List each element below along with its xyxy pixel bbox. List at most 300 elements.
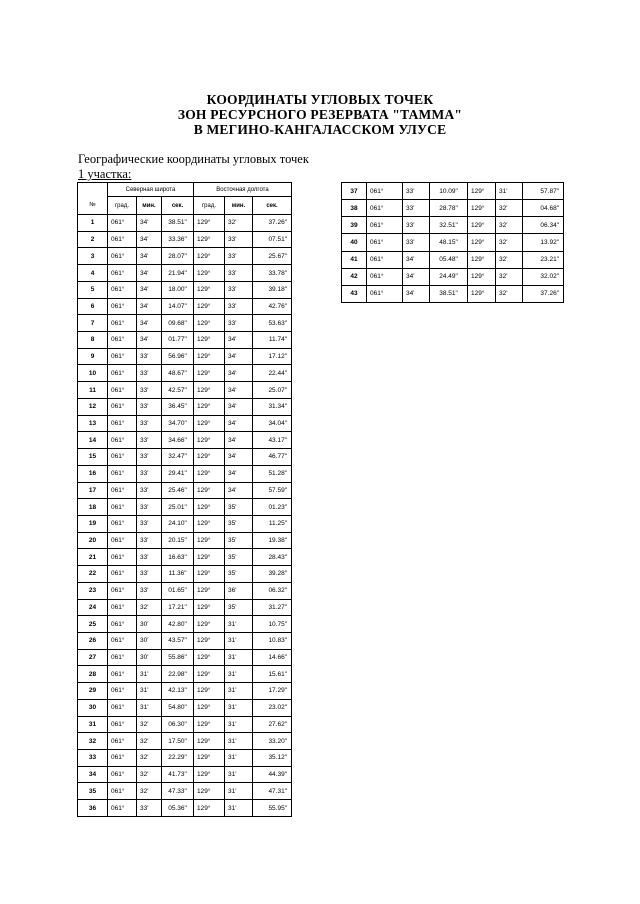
lon-seconds-cell: 04.68" [523,200,564,217]
point-number-cell: 14 [78,432,108,449]
lat-minutes-cell: 30' [137,616,162,633]
table-row [78,766,292,783]
lat-minutes-cell: 33' [403,183,430,200]
lat-seconds-cell: 22.29" [162,750,194,767]
lat-minutes-cell: 33' [403,217,430,234]
table-row [78,549,292,566]
lat-degrees-cell: 061° [108,298,137,315]
lon-seconds-cell: 06.34" [523,217,564,234]
lat-degrees-cell: 061° [108,332,137,349]
lat-seconds-cell: 28.78" [430,200,468,217]
lon-minutes-cell: 31' [225,716,253,733]
lon-degrees-cell: 129° [194,515,225,532]
lat-seconds-cell: 17.21" [162,599,194,616]
lat-min-header: мин. [137,197,162,215]
lat-seconds-cell: 05.36" [162,800,194,817]
lat-seconds-cell: 17.50" [162,733,194,750]
lat-degrees-cell: 061° [108,465,137,482]
point-number-cell: 30 [78,699,108,716]
lat-seconds-cell: 48.15" [430,234,468,251]
table-row [78,800,292,817]
lon-deg-header: град. [194,197,225,215]
lat-seconds-cell: 21.94" [162,265,194,282]
lon-minutes-cell: 31' [225,733,253,750]
lon-seconds-cell: 42.76" [253,298,292,315]
lon-degrees-cell: 129° [468,251,496,268]
lon-minutes-cell: 31' [496,183,523,200]
lon-minutes-cell: 33' [225,281,253,298]
lat-minutes-cell: 33' [403,200,430,217]
number-header: № [78,197,108,215]
lon-minutes-cell: 32' [496,285,523,302]
lat-minutes-cell: 33' [137,582,162,599]
lat-degrees-cell: 061° [108,482,137,499]
lat-seconds-cell: 22.98" [162,666,194,683]
lon-degrees-cell: 129° [194,699,225,716]
lon-minutes-cell: 33' [225,248,253,265]
lon-degrees-cell: 129° [194,449,225,466]
lat-seconds-cell: 28.07" [162,248,194,265]
table-row [342,183,564,200]
lon-seconds-cell: 46.77" [253,449,292,466]
lon-minutes-cell: 35' [225,599,253,616]
lat-seconds-cell: 55.86" [162,649,194,666]
lat-degrees-cell: 061° [108,599,137,616]
table-row [78,265,292,282]
lat-seconds-cell: 24.10" [162,515,194,532]
lon-seconds-cell: 32.02" [523,268,564,285]
lon-degrees-cell: 129° [194,783,225,800]
lon-minutes-cell: 33' [225,231,253,248]
lat-minutes-cell: 33' [137,398,162,415]
section-label: 1 участка: [78,167,132,181]
longitude-group-header: Восточная долгота [194,183,292,197]
lat-degrees-cell: 061° [108,532,137,549]
lon-minutes-cell: 35' [225,515,253,532]
lon-degrees-cell: 129° [194,231,225,248]
lat-seconds-cell: 25.01" [162,499,194,516]
point-number-cell: 13 [78,415,108,432]
latitude-group-header: Северная широта [108,183,194,197]
lat-minutes-cell: 33' [137,499,162,516]
lat-minutes-cell: 30' [137,632,162,649]
lon-seconds-cell: 17.12" [253,348,292,365]
point-number-cell: 3 [78,248,108,265]
lat-minutes-cell: 34' [137,315,162,332]
point-number-cell: 18 [78,499,108,516]
lat-minutes-cell: 34' [403,268,430,285]
lon-degrees-cell: 129° [194,482,225,499]
coordinates-table-right [341,182,564,303]
lon-minutes-cell: 32' [496,200,523,217]
lat-degrees-cell: 061° [367,200,403,217]
lon-degrees-cell: 129° [194,432,225,449]
lon-seconds-cell: 06.32" [253,582,292,599]
table-row [342,217,564,234]
lon-degrees-cell: 129° [194,549,225,566]
point-number-cell: 39 [342,217,367,234]
point-number-cell: 16 [78,465,108,482]
lon-seconds-cell: 39.18" [253,281,292,298]
lat-seconds-cell: 41.73" [162,766,194,783]
lat-minutes-cell: 34' [137,265,162,282]
lat-degrees-cell: 061° [367,285,403,302]
lon-minutes-cell: 31' [225,766,253,783]
table-row [342,285,564,302]
point-number-cell: 17 [78,482,108,499]
lat-seconds-cell: 11.36" [162,566,194,583]
lat-degrees-cell: 061° [108,398,137,415]
lon-minutes-cell: 31' [225,750,253,767]
lon-degrees-cell: 129° [194,532,225,549]
lon-minutes-cell: 31' [225,649,253,666]
lon-minutes-cell: 32' [496,234,523,251]
lat-minutes-cell: 34' [137,332,162,349]
lon-degrees-cell: 129° [468,200,496,217]
table-row [78,348,292,365]
point-number-cell: 43 [342,285,367,302]
lon-degrees-cell: 129° [194,465,225,482]
lon-seconds-cell: 01.23" [253,499,292,516]
document-subtitle: Географические координаты угловых точек [78,152,309,166]
table-row [78,332,292,349]
table-row [78,683,292,700]
lon-degrees-cell: 129° [194,599,225,616]
lat-seconds-cell: 56.96" [162,348,194,365]
point-number-cell: 37 [342,183,367,200]
lat-degrees-cell: 061° [108,733,137,750]
lon-seconds-cell: 15.61" [253,666,292,683]
lon-minutes-cell: 34' [225,382,253,399]
coordinates-table-left [77,182,292,817]
lat-degrees-cell: 061° [108,281,137,298]
lon-seconds-cell: 44.39" [253,766,292,783]
point-number-cell: 25 [78,616,108,633]
point-number-cell: 34 [78,766,108,783]
lon-seconds-cell: 57.87" [523,183,564,200]
table-row [78,733,292,750]
point-number-cell: 24 [78,599,108,616]
point-number-cell: 27 [78,649,108,666]
lon-degrees-cell: 129° [194,582,225,599]
lat-seconds-cell: 36.45" [162,398,194,415]
lon-degrees-cell: 129° [468,234,496,251]
lon-sec-header: сек. [253,197,292,215]
lon-degrees-cell: 129° [194,415,225,432]
table-row [78,566,292,583]
lon-seconds-cell: 28.43" [253,549,292,566]
point-number-cell: 19 [78,515,108,532]
lat-minutes-cell: 32' [137,716,162,733]
lat-minutes-cell: 33' [137,515,162,532]
lon-degrees-cell: 129° [194,298,225,315]
lat-degrees-cell: 061° [367,234,403,251]
lon-degrees-cell: 129° [194,616,225,633]
lat-degrees-cell: 061° [108,783,137,800]
table-row [78,248,292,265]
lon-degrees-cell: 129° [194,800,225,817]
table-row [78,231,292,248]
lon-minutes-cell: 32' [496,251,523,268]
table-row [342,268,564,285]
table-row [78,315,292,332]
lat-seconds-cell: 32.47" [162,449,194,466]
document-title-line-3: В МЕГИНО-КАНГАЛАССКОМ УЛУСЕ [193,122,447,137]
lon-seconds-cell: 39.28" [253,566,292,583]
lat-degrees-cell: 061° [108,699,137,716]
table-row [78,582,292,599]
lon-seconds-cell: 25.07" [253,382,292,399]
lon-seconds-cell: 57.59" [253,482,292,499]
table-row [78,398,292,415]
table-row [78,716,292,733]
lon-seconds-cell: 35.12" [253,750,292,767]
point-number-cell: 23 [78,582,108,599]
table-row [78,666,292,683]
lon-seconds-cell: 43.17" [253,432,292,449]
lat-minutes-cell: 33' [137,532,162,549]
lon-seconds-cell: 53.63" [253,315,292,332]
point-number-cell: 4 [78,265,108,282]
table-row [78,432,292,449]
lon-minutes-cell: 35' [225,566,253,583]
lat-minutes-cell: 33' [137,449,162,466]
lat-seconds-cell: 34.66" [162,432,194,449]
lat-seconds-cell: 05.48" [430,251,468,268]
lat-minutes-cell: 32' [137,733,162,750]
lat-seconds-cell: 09.68" [162,315,194,332]
lon-degrees-cell: 129° [194,666,225,683]
lon-minutes-cell: 32' [496,217,523,234]
lon-minutes-cell: 33' [225,265,253,282]
lat-minutes-cell: 34' [137,281,162,298]
lon-seconds-cell: 11.25" [253,515,292,532]
lat-seconds-cell: 24.49" [430,268,468,285]
lat-minutes-cell: 34' [403,285,430,302]
lon-minutes-cell: 35' [225,499,253,516]
lat-minutes-cell: 33' [137,432,162,449]
lon-minutes-cell: 34' [225,332,253,349]
lat-minutes-cell: 32' [137,599,162,616]
lon-degrees-cell: 129° [194,348,225,365]
lon-degrees-cell: 129° [468,285,496,302]
lat-degrees-cell: 061° [108,315,137,332]
point-number-cell: 26 [78,632,108,649]
lat-seconds-cell: 01.77" [162,332,194,349]
lat-seconds-cell: 42.13" [162,683,194,700]
lon-seconds-cell: 11.74" [253,332,292,349]
point-number-cell: 29 [78,683,108,700]
point-number-cell: 15 [78,449,108,466]
lat-degrees-cell: 061° [108,515,137,532]
lat-seconds-cell: 34.70" [162,415,194,432]
point-number-cell: 6 [78,298,108,315]
lon-degrees-cell: 129° [194,733,225,750]
table-row [78,599,292,616]
lon-minutes-cell: 34' [225,482,253,499]
point-number-cell: 2 [78,231,108,248]
lon-degrees-cell: 129° [194,766,225,783]
point-number-cell: 36 [78,800,108,817]
table-row [78,298,292,315]
lat-minutes-cell: 33' [137,365,162,382]
lat-degrees-cell: 061° [108,382,137,399]
table-row [342,200,564,217]
lat-degrees-cell: 061° [108,499,137,516]
lat-degrees-cell: 061° [108,616,137,633]
lon-seconds-cell: 10.75" [253,616,292,633]
lon-minutes-cell: 34' [225,398,253,415]
point-number-cell: 33 [78,750,108,767]
lon-seconds-cell: 31.34" [253,398,292,415]
lat-minutes-cell: 31' [137,699,162,716]
table-row [78,415,292,432]
table-row [78,499,292,516]
lon-seconds-cell: 33.20" [253,733,292,750]
lon-minutes-cell: 34' [225,365,253,382]
lon-degrees-cell: 129° [194,683,225,700]
point-number-cell: 8 [78,332,108,349]
lon-seconds-cell: 07.51" [253,231,292,248]
lat-degrees-cell: 061° [108,666,137,683]
lat-minutes-cell: 32' [137,783,162,800]
lon-seconds-cell: 13.92" [523,234,564,251]
lat-seconds-cell: 29.41" [162,465,194,482]
lat-minutes-cell: 33' [403,234,430,251]
lon-minutes-cell: 35' [225,549,253,566]
lon-degrees-cell: 129° [468,268,496,285]
lat-seconds-cell: 32.51" [430,217,468,234]
lon-min-header: мин. [225,197,253,215]
lon-degrees-cell: 129° [194,750,225,767]
lon-degrees-cell: 129° [194,649,225,666]
lon-seconds-cell: 22.44" [253,365,292,382]
lat-degrees-cell: 061° [108,449,137,466]
lat-degrees-cell: 061° [108,365,137,382]
point-number-cell: 28 [78,666,108,683]
lon-degrees-cell: 129° [194,632,225,649]
lon-minutes-cell: 33' [225,298,253,315]
point-number-cell: 41 [342,251,367,268]
lat-degrees-cell: 061° [367,268,403,285]
lon-seconds-cell: 33.78" [253,265,292,282]
number-header-top [78,183,108,197]
document-title-line-2: ЗОН РЕСУРСНОГО РЕЗЕРВАТА "ТАММА" [177,107,463,122]
lon-seconds-cell: 17.29" [253,683,292,700]
lat-seconds-cell: 43.57" [162,632,194,649]
lat-degrees-cell: 061° [108,649,137,666]
lat-seconds-cell: 42.57" [162,382,194,399]
lat-degrees-cell: 061° [108,632,137,649]
point-number-cell: 20 [78,532,108,549]
lat-sec-header: сек. [162,197,194,215]
lat-seconds-cell: 16.63" [162,549,194,566]
lat-minutes-cell: 33' [137,415,162,432]
lon-seconds-cell: 31.27" [253,599,292,616]
lon-minutes-cell: 34' [225,348,253,365]
lon-degrees-cell: 129° [194,365,225,382]
point-number-cell: 11 [78,382,108,399]
lon-minutes-cell: 35' [225,532,253,549]
lat-minutes-cell: 32' [137,750,162,767]
lat-seconds-cell: 48.67" [162,365,194,382]
lon-degrees-cell: 129° [194,382,225,399]
lon-minutes-cell: 31' [225,683,253,700]
point-number-cell: 9 [78,348,108,365]
lat-seconds-cell: 47.33" [162,783,194,800]
lon-degrees-cell: 129° [194,332,225,349]
lat-degrees-cell: 061° [108,549,137,566]
lon-minutes-cell: 31' [225,800,253,817]
lat-minutes-cell: 31' [137,683,162,700]
lat-minutes-cell: 33' [137,566,162,583]
point-number-cell: 1 [78,215,108,232]
lon-seconds-cell: 25.67" [253,248,292,265]
table-row [78,465,292,482]
lon-minutes-cell: 33' [225,315,253,332]
lat-degrees-cell: 061° [108,800,137,817]
lat-degrees-cell: 061° [367,183,403,200]
lat-seconds-cell: 33.36" [162,231,194,248]
lon-seconds-cell: 37.26" [523,285,564,302]
lon-minutes-cell: 31' [225,699,253,716]
lon-minutes-cell: 32' [225,215,253,232]
lon-degrees-cell: 129° [194,716,225,733]
point-number-cell: 40 [342,234,367,251]
lat-degrees-cell: 061° [108,716,137,733]
lat-seconds-cell: 38.51" [430,285,468,302]
lat-seconds-cell: 42.80" [162,616,194,633]
lon-seconds-cell: 19.38" [253,532,292,549]
point-number-cell: 7 [78,315,108,332]
lat-seconds-cell: 10.09" [430,183,468,200]
lat-minutes-cell: 33' [137,482,162,499]
table-row [78,449,292,466]
lat-degrees-cell: 061° [108,248,137,265]
point-number-cell: 35 [78,783,108,800]
point-number-cell: 42 [342,268,367,285]
table-row [78,515,292,532]
lat-minutes-cell: 33' [137,465,162,482]
lat-seconds-cell: 01.65" [162,582,194,599]
lon-degrees-cell: 129° [194,281,225,298]
lon-degrees-cell: 129° [468,183,496,200]
lon-seconds-cell: 37.26" [253,215,292,232]
table-row [78,532,292,549]
lon-degrees-cell: 129° [194,248,225,265]
lat-minutes-cell: 32' [137,766,162,783]
lon-minutes-cell: 31' [225,632,253,649]
point-number-cell: 38 [342,200,367,217]
table-row [78,632,292,649]
lat-degrees-cell: 061° [108,582,137,599]
lon-seconds-cell: 34.04" [253,415,292,432]
lat-seconds-cell: 14.07" [162,298,194,315]
lon-minutes-cell: 34' [225,415,253,432]
lon-degrees-cell: 129° [194,265,225,282]
point-number-cell: 32 [78,733,108,750]
lat-seconds-cell: 38.51" [162,215,194,232]
lon-seconds-cell: 51.28" [253,465,292,482]
table-row [78,699,292,716]
point-number-cell: 21 [78,549,108,566]
table-row [342,234,564,251]
lon-seconds-cell: 10.83" [253,632,292,649]
lat-seconds-cell: 25.46" [162,482,194,499]
table-row [78,750,292,767]
point-number-cell: 12 [78,398,108,415]
lon-seconds-cell: 23.02" [253,699,292,716]
